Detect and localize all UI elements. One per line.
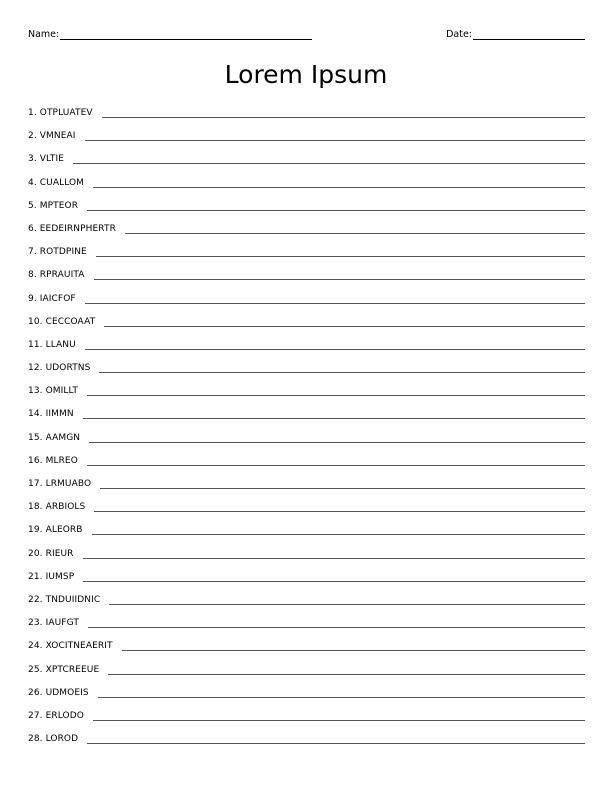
answer-line[interactable] — [87, 386, 585, 396]
item-number: 3. — [28, 154, 37, 165]
list-item — [28, 734, 585, 757]
list-item — [28, 595, 585, 618]
answer-line[interactable] — [104, 317, 585, 327]
scrambled-word: ARBIOLS — [45, 502, 86, 513]
item-number: 16. — [28, 455, 43, 466]
scrambled-word: LRMUABO — [45, 479, 92, 489]
list-item — [28, 340, 585, 363]
answer-line[interactable] — [85, 340, 585, 350]
item-number: 26. — [28, 687, 43, 698]
scrambled-word: EEDEIRNPHERTR — [39, 223, 116, 234]
answer-line[interactable] — [93, 178, 585, 188]
date-field — [446, 29, 585, 40]
item-number: 24. — [28, 641, 43, 652]
scrambled-word: IAICFOF — [39, 293, 76, 304]
item-number: 12. — [28, 363, 43, 374]
answer-line[interactable] — [93, 711, 585, 721]
answer-line[interactable] — [94, 270, 586, 280]
scrambled-word: IIMMN — [45, 409, 74, 420]
item-number: 13. — [28, 386, 43, 397]
list-item — [28, 154, 585, 177]
scrambled-word: IAUFGT — [45, 618, 79, 629]
name-blank-line[interactable] — [60, 29, 312, 40]
answer-line[interactable] — [87, 456, 585, 466]
list-item — [28, 688, 585, 711]
list-item — [28, 641, 585, 664]
scrambled-word: OTPLUATEV — [39, 108, 93, 118]
scrambled-word: IUMSP — [45, 571, 75, 582]
answer-line[interactable] — [89, 433, 585, 443]
list-item — [28, 224, 585, 247]
item-number: 25. — [28, 664, 43, 675]
list-item — [28, 618, 585, 641]
item-number: 28. — [28, 734, 43, 745]
name-label: Name: — [28, 29, 60, 40]
scrambled-word: XOCITNEAERIT — [45, 641, 113, 652]
list-item — [28, 270, 585, 293]
answer-line[interactable] — [73, 154, 585, 164]
item-number: 15. — [28, 432, 43, 443]
list-item — [28, 108, 585, 131]
item-number: 6. — [28, 223, 37, 234]
scrambled-word: LOROD — [45, 734, 79, 745]
scrambled-word: XPTCREEUE — [45, 664, 100, 675]
scrambled-word: ALEORB — [45, 525, 83, 536]
list-item — [28, 178, 585, 201]
list-item — [28, 572, 585, 595]
scrambled-word: MLREO — [45, 455, 78, 466]
answer-line[interactable] — [83, 572, 585, 582]
item-number: 11. — [28, 339, 43, 350]
list-item — [28, 386, 585, 409]
answer-line[interactable] — [100, 479, 585, 489]
item-number: 14. — [28, 409, 43, 420]
scrambled-word: UDMOEIS — [45, 687, 89, 698]
item-number: 5. — [28, 200, 37, 211]
list-item — [28, 433, 585, 456]
item-number: 4. — [28, 177, 37, 188]
list-item — [28, 201, 585, 224]
answer-line[interactable] — [125, 224, 585, 234]
item-number: 1. — [28, 108, 37, 118]
answer-line[interactable] — [85, 131, 585, 141]
scrambled-word: TNDUIIDNIC — [45, 594, 101, 605]
list-item — [28, 711, 585, 734]
item-number: 10. — [28, 316, 43, 327]
answer-line[interactable] — [98, 688, 585, 698]
item-number: 18. — [28, 502, 43, 513]
answer-line[interactable] — [87, 734, 585, 744]
scrambled-word: ERLODO — [45, 710, 84, 721]
answer-line[interactable] — [87, 201, 585, 211]
answer-line[interactable] — [122, 641, 585, 651]
list-item — [28, 549, 585, 572]
answer-line[interactable] — [88, 618, 585, 628]
item-number: 2. — [28, 131, 37, 142]
list-item — [28, 294, 585, 317]
answer-line[interactable] — [109, 595, 585, 605]
answer-line[interactable] — [85, 294, 585, 304]
item-number: 22. — [28, 594, 43, 605]
item-number: 17. — [28, 479, 43, 489]
date-label: Date: — [446, 29, 472, 40]
item-number: 21. — [28, 571, 43, 582]
worksheet-header — [28, 29, 585, 45]
item-number: 20. — [28, 548, 43, 559]
list-item — [28, 247, 585, 270]
answer-line[interactable] — [83, 409, 585, 419]
answer-line[interactable] — [99, 363, 585, 373]
scrambled-word: OMILLT — [45, 386, 78, 397]
answer-line[interactable] — [92, 525, 585, 535]
list-item — [28, 131, 585, 154]
scrambled-word: UDORTNS — [45, 363, 91, 374]
date-blank-line[interactable] — [473, 29, 585, 40]
list-item — [28, 317, 585, 340]
item-number: 27. — [28, 710, 43, 721]
name-field — [28, 29, 312, 40]
answer-line[interactable] — [83, 549, 585, 559]
scrambled-word: LLANU — [45, 339, 76, 350]
list-item — [28, 502, 585, 525]
scramble-list — [28, 108, 585, 757]
scrambled-word: AAMGN — [45, 432, 81, 443]
list-item — [28, 456, 585, 479]
list-item — [28, 665, 585, 688]
item-number: 19. — [28, 525, 43, 536]
scrambled-word: ROTDPINE — [39, 247, 87, 258]
list-item — [28, 479, 585, 502]
page-title: Lorem Ipsum — [224, 60, 388, 89]
scrambled-word: VLTIE — [39, 154, 65, 165]
answer-line[interactable] — [102, 108, 585, 118]
scrambled-word: MPTEOR — [39, 200, 79, 211]
list-item — [28, 525, 585, 548]
item-number: 9. — [28, 293, 37, 304]
item-number: 8. — [28, 270, 37, 281]
scrambled-word: RPRAUITA — [39, 270, 85, 281]
scrambled-word: RIEUR — [45, 548, 74, 559]
scrambled-word: CUALLOM — [39, 177, 85, 188]
answer-line[interactable] — [94, 502, 585, 512]
answer-line[interactable] — [96, 247, 585, 257]
answer-line[interactable] — [108, 665, 585, 675]
scrambled-word: VMNEAI — [39, 131, 76, 142]
item-number: 23. — [28, 618, 43, 629]
list-item — [28, 409, 585, 432]
scrambled-word: CECCOAAT — [45, 316, 96, 327]
item-number: 7. — [28, 247, 37, 258]
list-item — [28, 363, 585, 386]
